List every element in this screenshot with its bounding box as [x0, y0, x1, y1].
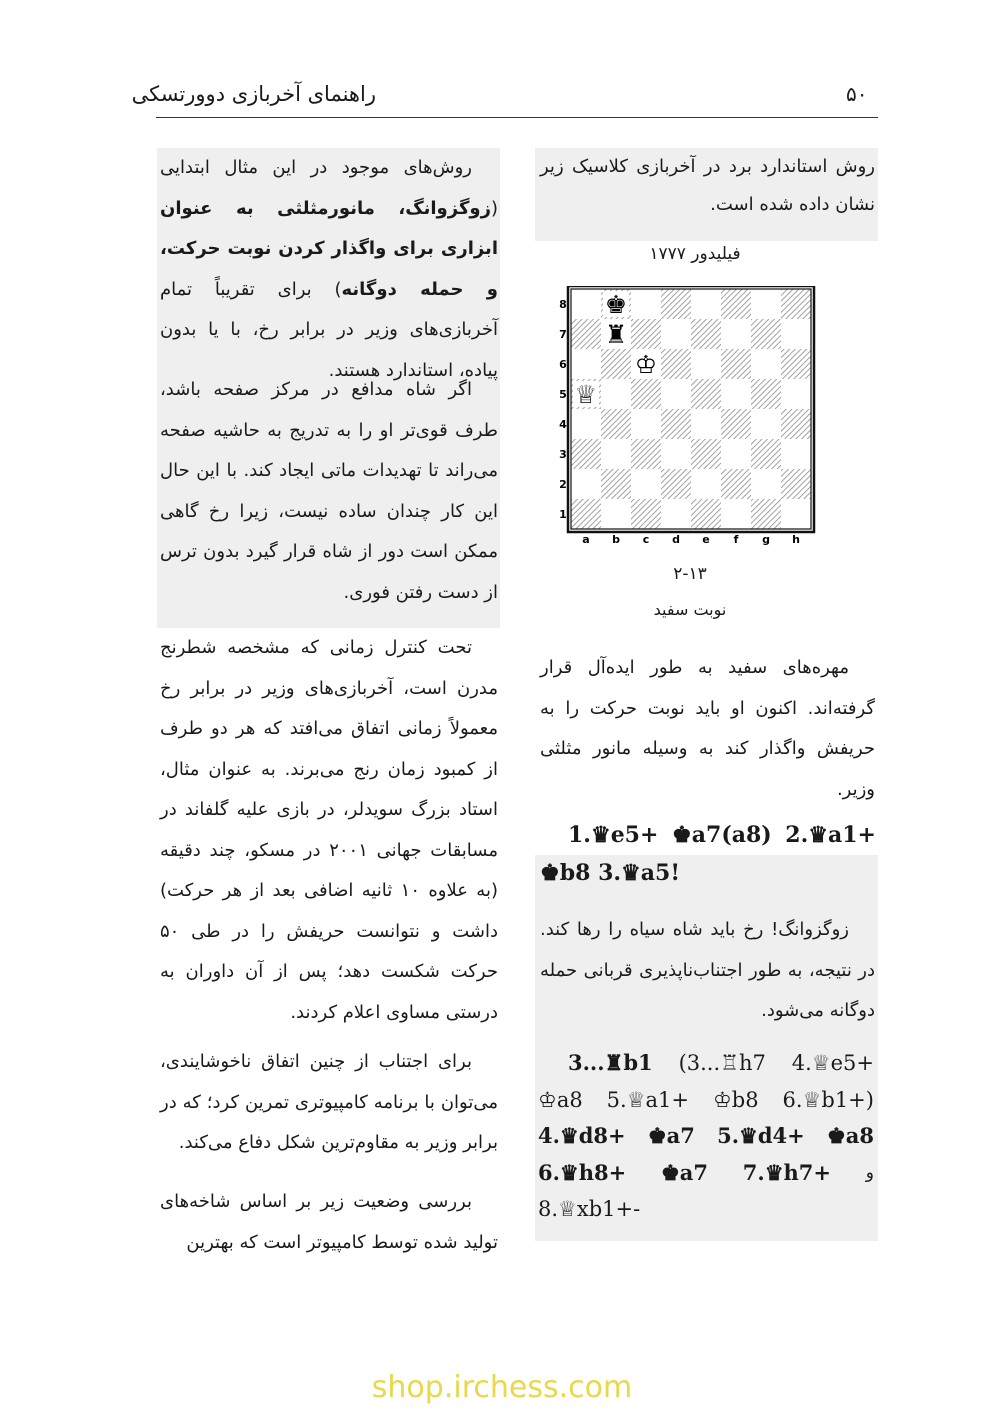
square-g3	[751, 439, 781, 469]
move-2: 2.♛a1+	[785, 822, 876, 848]
file-label: f	[733, 533, 739, 546]
file-label: g	[762, 533, 770, 546]
chess-diagram	[558, 286, 816, 548]
square-b4	[601, 409, 631, 439]
square-e8	[691, 289, 721, 319]
square-d8	[661, 289, 691, 319]
square-h2	[781, 469, 811, 499]
square-a2	[571, 469, 601, 499]
right-paragraph-2: مهره‌های سفید به طور ایده‌آل قرار گرفته‌اند. اکنون او باید نوبت حرکت را به حریفش واگذار کند به وسیله مانور مثلثی وزیر.	[540, 657, 875, 800]
square-e5	[691, 379, 721, 409]
square-h8	[781, 289, 811, 319]
square-g4	[751, 409, 781, 439]
square-f8	[721, 289, 751, 319]
header-divider	[156, 117, 878, 118]
variation-move: (3...♖h7	[678, 1051, 766, 1075]
left-paragraph-5: بررسی وضعیت زیر بر اساس شاخه‌های تولید شده توسط کامپیوتر است که بهترین	[160, 1191, 498, 1253]
right-intro-paragraph: روش استاندارد برد در آخربازی کلاسیک زیر نشان داده شده است.	[540, 156, 875, 215]
file-label: a	[582, 533, 590, 546]
square-d7	[661, 319, 691, 349]
variation-block	[538, 1045, 874, 1228]
left-paragraph-2: اگر شاه مدافع در مرکز صفحه باشد، طرف قوی‌تر او را به تدریج به حاشیه صفحه می‌راند تا تهدیدات ماتی ایجاد کند. با این حال این کار چندان ساده نیست، زیرا رخ گاهی ممکن است دور از شاه قرار گیرد بدون ترس از دست رفتن فوری.	[160, 379, 498, 603]
variation-move: 7.♛h7+	[742, 1159, 832, 1185]
main-moves-line-1	[568, 822, 876, 848]
rank-label: 5	[559, 388, 567, 401]
square-a6	[571, 349, 601, 379]
variation-line-1	[538, 1045, 874, 1082]
square-f5	[721, 379, 751, 409]
square-a4	[571, 409, 601, 439]
file-label: h	[792, 533, 800, 546]
black-rook-piece: ♜	[604, 320, 628, 349]
square-e2	[691, 469, 721, 499]
square-e1	[691, 499, 721, 529]
variation-conjunction: و	[865, 1162, 874, 1183]
square-h3	[781, 439, 811, 469]
square-b2	[601, 469, 631, 499]
square-c2	[631, 469, 661, 499]
rank-label: 2	[559, 478, 567, 491]
square-a1	[571, 499, 601, 529]
rank-label: 7	[559, 328, 567, 341]
square-b6	[601, 349, 631, 379]
square-d5	[661, 379, 691, 409]
square-f6	[721, 349, 751, 379]
variation-move: ♔b8	[712, 1087, 759, 1112]
square-g5	[751, 379, 781, 409]
variation-move: 3...♜b1	[568, 1050, 653, 1075]
file-labels	[582, 533, 800, 546]
diagram-side-to-move: نوبت سفید	[653, 600, 727, 619]
square-b1	[601, 499, 631, 529]
footer-watermark-url: shop.irchess.com	[371, 1370, 633, 1405]
white-king-piece: ♔	[634, 350, 658, 379]
rank-label: 3	[559, 448, 567, 461]
square-f3	[721, 439, 751, 469]
square-c8	[631, 289, 661, 319]
square-c3	[631, 439, 661, 469]
variation-line-3	[538, 1118, 874, 1155]
square-f4	[721, 409, 751, 439]
square-e7	[691, 319, 721, 349]
square-d3	[661, 439, 691, 469]
square-g7	[751, 319, 781, 349]
square-h6	[781, 349, 811, 379]
square-g8	[751, 289, 781, 319]
file-label: e	[702, 533, 710, 546]
left-paragraph-1: روش‌های موجود در این مثال ابتدایی (زوگزوانگ، مانورمثلثی به عنوان ابزاری برای واگذار کردن نوبت حرکت، و حمله دوگانه) برای تقریباً تمام آخربازی‌های وزیر در برابر رخ، با یا بدون پیاده، استاندارد هستند.	[160, 157, 498, 381]
white-queen-piece: ♕	[574, 380, 598, 409]
variation-line-2	[538, 1082, 874, 1119]
variation-move: ♚a8	[826, 1123, 874, 1148]
variation-move: 5.♛d4+	[717, 1123, 805, 1148]
square-d2	[661, 469, 691, 499]
file-label: d	[672, 533, 680, 546]
variation-move: ♔a8	[538, 1087, 583, 1112]
file-label: b	[612, 533, 620, 546]
variation-line-4	[538, 1155, 874, 1192]
variation-move: 4.♛d8+	[538, 1123, 626, 1148]
variation-move: 6.♛h8+	[538, 1159, 627, 1185]
square-b5	[601, 379, 631, 409]
variation-move: 8.♕xb1+-	[538, 1197, 641, 1221]
left-paragraph-4: برای اجتناب از چنین اتفاق ناخوشایندی، می‌توان با برنامه کامپیوتری تمرین کرد؛ که در برابر وزیر به مقاوم‌ترین شکل دفاع می‌کند.	[160, 1051, 498, 1153]
square-h4	[781, 409, 811, 439]
variation-move: ♚a7	[647, 1123, 695, 1148]
square-f1	[721, 499, 751, 529]
square-h1	[781, 499, 811, 529]
variation-move: 4.♕e5+	[791, 1051, 874, 1075]
square-c4	[631, 409, 661, 439]
running-header-title: راهنمای آخربازی دوورتسکی	[131, 82, 376, 106]
square-g2	[751, 469, 781, 499]
square-f7	[721, 319, 751, 349]
square-a8	[571, 289, 601, 319]
square-c5	[631, 379, 661, 409]
page-number: ۵۰	[846, 82, 868, 106]
left-paragraph-3: تحت کنترل زمانی که مشخصه شطرنج مدرن است، آخربازی‌های وزیر در برابر رخ معمولاً زمانی اتفاق می‌افتد که هر دو طرف از کمبود زمان رنج می‌برند. به عنوان مثال، استاد بزرگ سویدلر، در بازی علیه گلفاند در مسابقات جهانی ۲۰۰۱ در مسکو، چند دقیقه (به علاوه ۱۰ ثانیه اضافی بعد از هر حرکت) داشت و نتوانست حریفش را در طی ۵۰ حرکت شکست دهد؛ پس از آن داوران به درستی مساوی اعلام کردند.	[160, 637, 498, 1023]
square-d6	[661, 349, 691, 379]
rank-label: 6	[559, 358, 567, 371]
variation-move: ♚a7	[660, 1159, 709, 1185]
rank-label: 8	[559, 298, 567, 311]
square-c1	[631, 499, 661, 529]
variation-move: 6.♕b1+)	[782, 1087, 874, 1112]
square-h7	[781, 319, 811, 349]
square-a3	[571, 439, 601, 469]
square-e6	[691, 349, 721, 379]
right-paragraph-3: زوگزوانگ! رخ باید شاه سیاه را رها کند. در نتیجه، به طور اجتناب‌ناپذیری قربانی حمله دوگانه می‌شود.	[540, 919, 875, 1021]
diagram-number: ۲-۱۳	[673, 564, 707, 584]
square-g1	[751, 499, 781, 529]
bold-key-concepts: زوگزوانگ، مانورمثلثی به عنوان ابزاری برای واگذار کردن نوبت حرکت، و حمله دوگانه	[160, 197, 498, 300]
square-f2	[721, 469, 751, 499]
variation-move: 5.♕a1+	[606, 1087, 689, 1112]
square-d4	[661, 409, 691, 439]
rank-labels	[559, 298, 567, 521]
main-moves-line-2: ♚b8 3.♛a5!	[540, 860, 680, 886]
square-a7	[571, 319, 601, 349]
variation-line-5	[538, 1191, 874, 1228]
square-g6	[751, 349, 781, 379]
square-c7	[631, 319, 661, 349]
move-1: 1.♛e5+	[568, 822, 659, 848]
rank-label: 4	[559, 418, 567, 431]
move-1-reply: ♚a7(a8)	[672, 822, 772, 848]
square-b3	[601, 439, 631, 469]
square-d1	[661, 499, 691, 529]
square-e3	[691, 439, 721, 469]
rank-label: 1	[559, 508, 567, 521]
file-label: c	[642, 533, 650, 546]
square-h5	[781, 379, 811, 409]
diagram-source-caption: فیلیدور ۱۷۷۷	[649, 244, 741, 264]
square-e4	[691, 409, 721, 439]
black-king-piece: ♚	[604, 290, 628, 319]
